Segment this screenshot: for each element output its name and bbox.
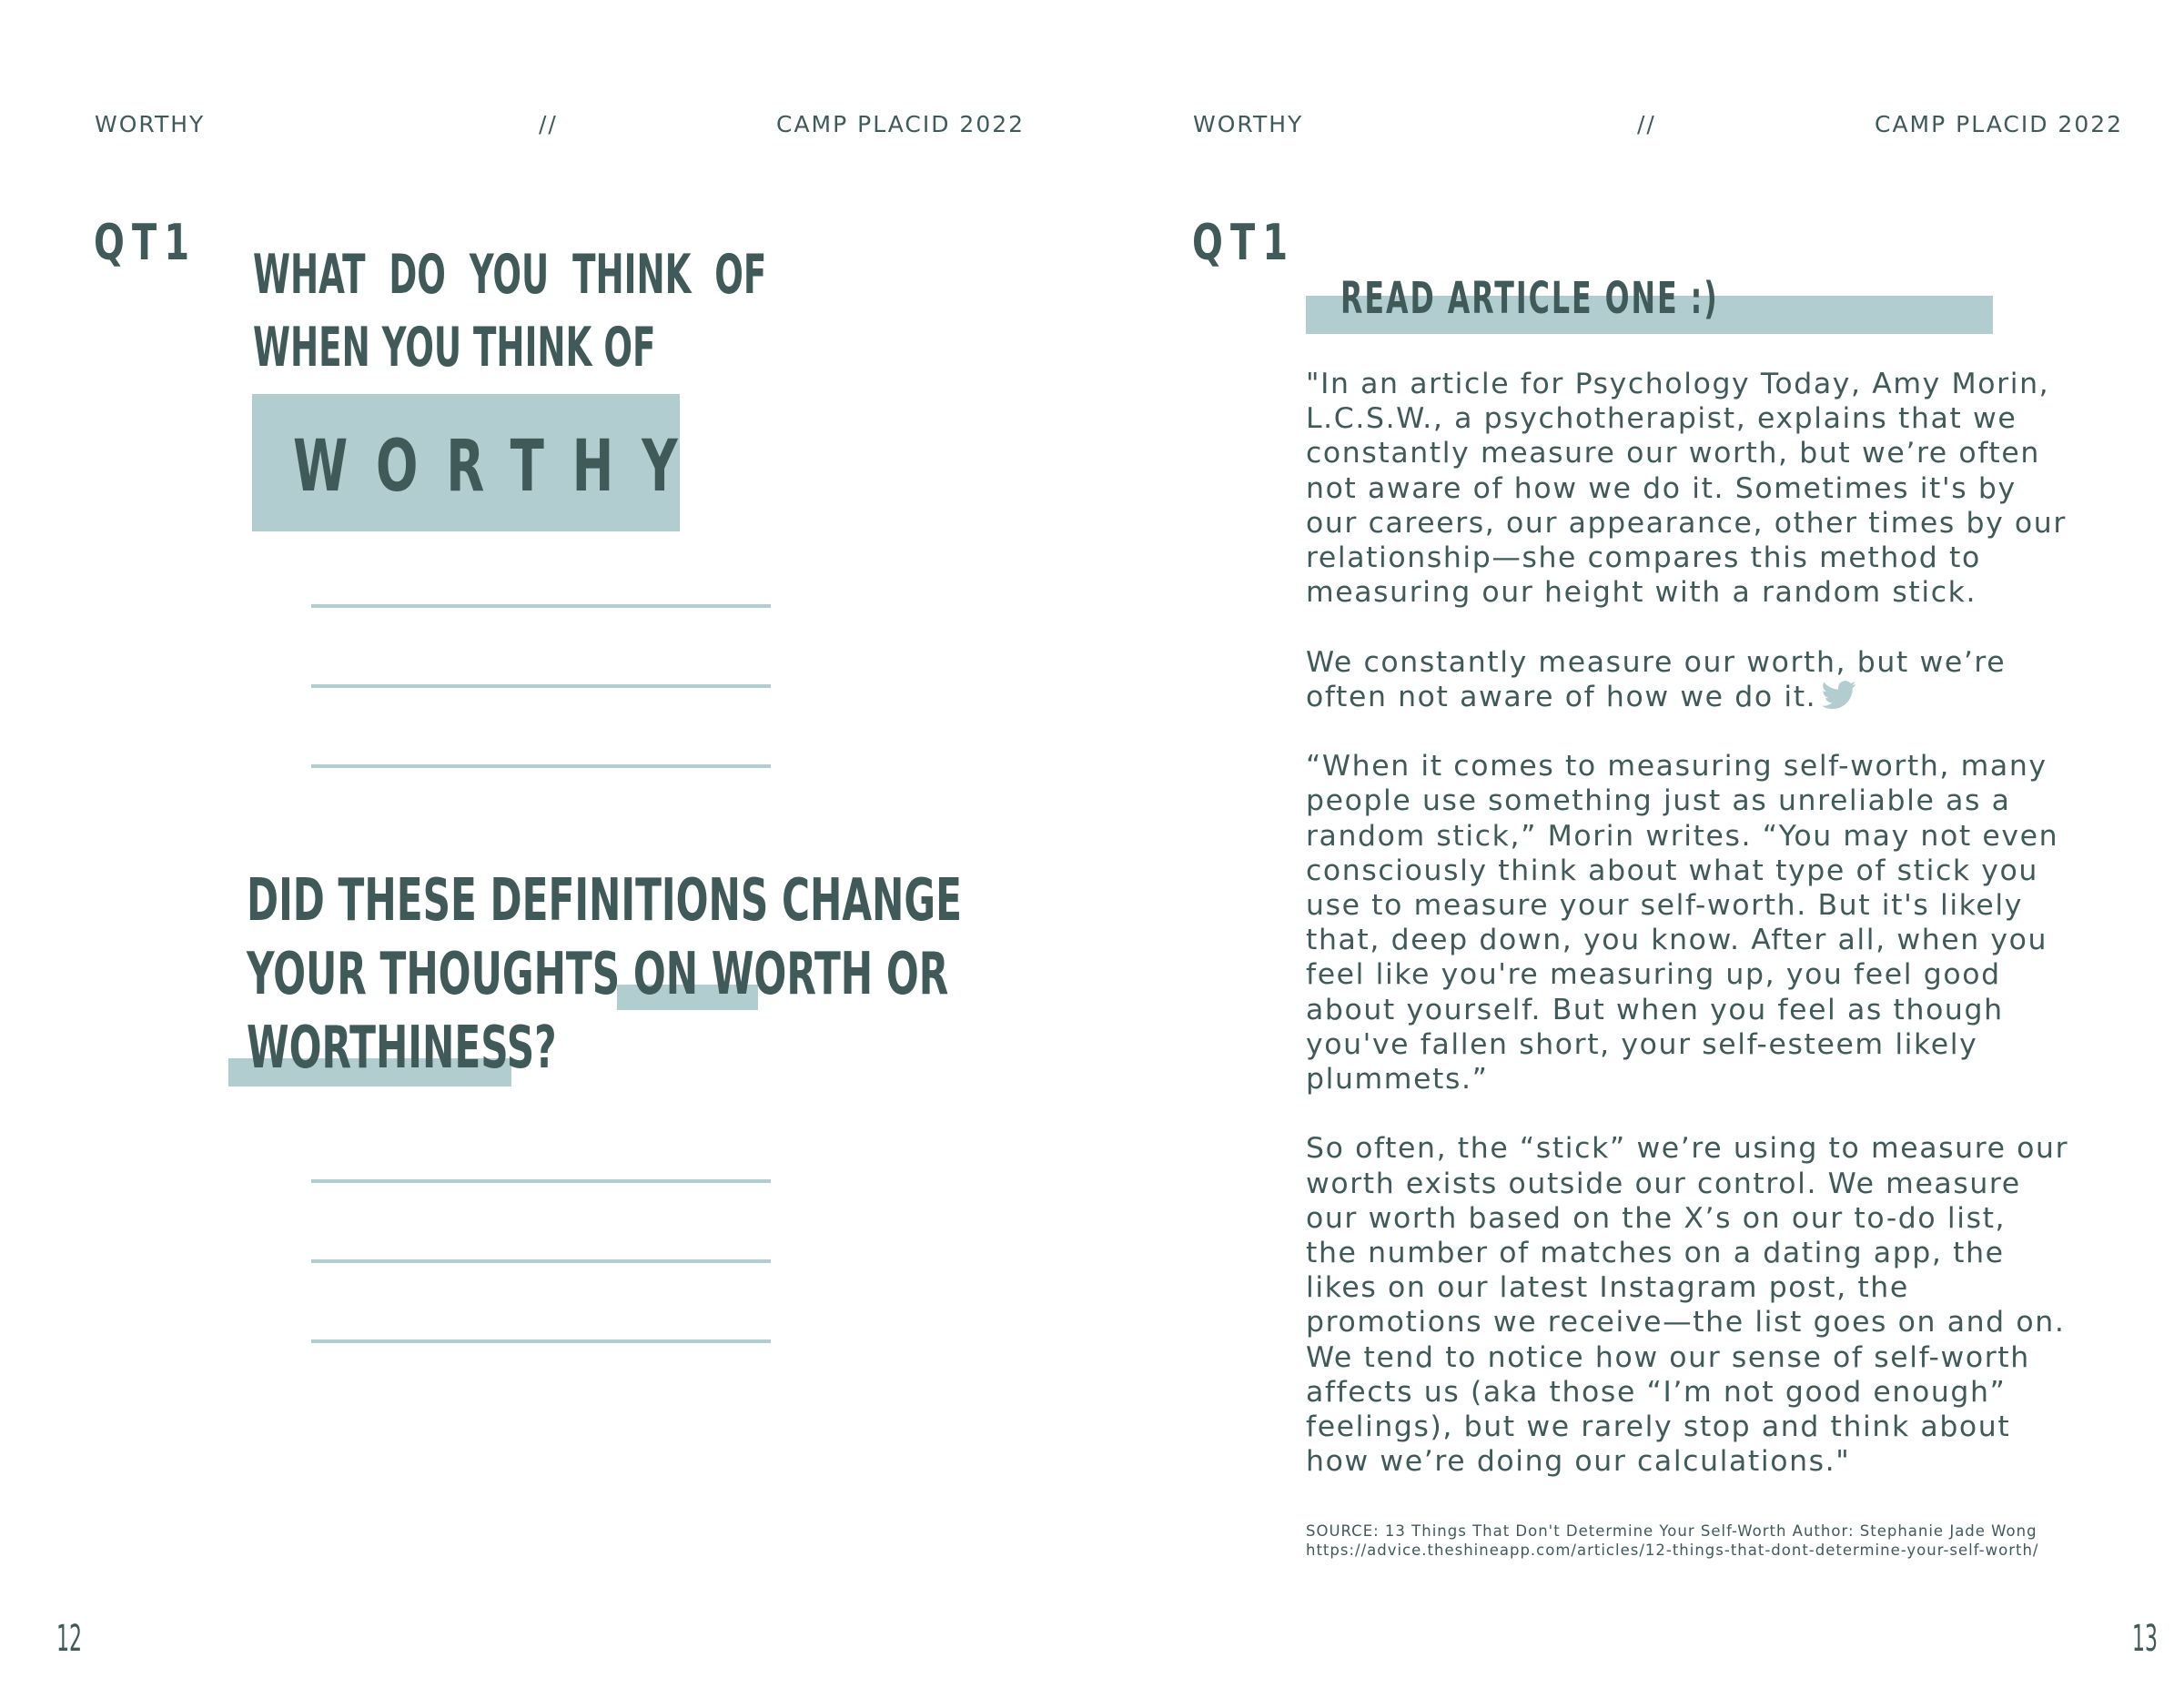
question-two-line: YOUR THOUGHTS ON WORTH OR (247, 941, 949, 1008)
article-line: feel like you're measuring up, you feel good (1306, 958, 2001, 992)
question-two (247, 864, 962, 1086)
article-line: the number of matches on a dating app, the (1306, 1237, 2005, 1270)
article-line: worth exists outside our control. We measure (1306, 1167, 2021, 1200)
article-line: people use something just as unreliable as a (1306, 784, 2011, 818)
article-line: relationship—she compares this method to (1306, 541, 1981, 575)
article-line: you've fallen short, your self-esteem likely (1306, 1027, 1978, 1061)
article-line: feelings), but we rarely stop and think about (1306, 1410, 2011, 1444)
article-line: We constantly measure our worth, but we’re (1306, 645, 2007, 679)
page-number: 12 (56, 1618, 82, 1660)
question-two-line: WORTHINESS? (247, 1015, 557, 1082)
answer-line[interactable] (311, 1259, 771, 1263)
article-line: L.C.S.W., a psychotherapist, explains that we (1306, 402, 2017, 436)
source-text: SOURCE: 13 Things That Don't Determine Your Self-Worth Author: Stephanie Jade Wong (1306, 1522, 2037, 1540)
article-line: likes on our latest Instagram post, the (1306, 1271, 1909, 1305)
page-number: 13 (2132, 1618, 2158, 1660)
article-line: "In an article for Psychology Today, Amy Morin, (1306, 368, 2050, 400)
article-line: affects us (aka those “I’m not good enough” (1306, 1375, 2007, 1409)
article-line: how we’re doing our calculations." (1306, 1445, 1851, 1479)
answer-line[interactable] (311, 604, 771, 608)
answer-line[interactable] (311, 1179, 771, 1183)
qt-label: QT1 (94, 214, 197, 271)
answer-line[interactable] (311, 684, 771, 688)
question-one (253, 238, 766, 384)
article-line: measuring our height with a random stick. (1306, 576, 1977, 610)
header-event: CAMP PLACID 2022 (776, 111, 1026, 137)
article-line-text: often not aware of how we do it. (1306, 680, 1817, 713)
article-line: “When it comes to measuring self-worth, many (1306, 750, 2048, 783)
article-line: plummets.” (1306, 1063, 1489, 1097)
source-url-link[interactable]: https://advice.theshineapp.com/articles/12-things-that-dont-determine-your-self-worth/ (1306, 1541, 2039, 1559)
header-title: WORTHY (1193, 111, 1304, 137)
article-line: use to measure your self-worth. But it's likely (1306, 889, 2023, 923)
article-line: So often, the “stick” we’re using to measure our (1306, 1132, 2069, 1166)
article-line: our worth based on the X’s on our to-do list, (1306, 1201, 2007, 1235)
header-event: CAMP PLACID 2022 (1875, 111, 2124, 137)
article-line: about yourself. But when you feel as though (1306, 993, 2004, 1026)
article-body (1306, 367, 2070, 1479)
article-line (1306, 680, 2070, 714)
question-one-line: WHEN YOU THINK OF (253, 316, 656, 379)
header-title: WORTHY (95, 111, 206, 137)
answer-line[interactable] (311, 764, 771, 768)
keyword: WORTHY (293, 426, 706, 508)
article-line: our careers, our appearance, other times by our (1306, 506, 2067, 540)
article-line: that, deep down, you know. After all, when you (1306, 924, 2048, 957)
source-citation (1306, 1521, 2038, 1560)
question-one-line: WHAT DO YOU THINK OF (253, 243, 767, 307)
article-line: random stick,” Morin writes. “You may not even (1306, 819, 2059, 853)
qt-label: QT1 (1192, 214, 1296, 271)
header-separator: // (539, 111, 558, 137)
article-line: not aware of how we do it. Sometimes it's by (1306, 471, 2017, 505)
article-line: constantly measure our worth, but we’re often (1306, 437, 2040, 470)
right-page (1092, 0, 2184, 1688)
article-line: consciously think about what type of stick you (1306, 854, 2038, 887)
question-two-line: DID THESE DEFINITIONS CHANGE (247, 867, 962, 935)
article-line: We tend to notice how our sense of self-worth (1306, 1340, 2030, 1374)
article-line: promotions we receive—the list goes on and on. (1306, 1306, 2066, 1339)
article-title: READ ARTICLE ONE :) (1340, 273, 1719, 324)
twitter-bird-icon[interactable] (1822, 681, 1856, 710)
answer-line[interactable] (311, 1339, 771, 1343)
header-separator: // (1637, 111, 1656, 137)
